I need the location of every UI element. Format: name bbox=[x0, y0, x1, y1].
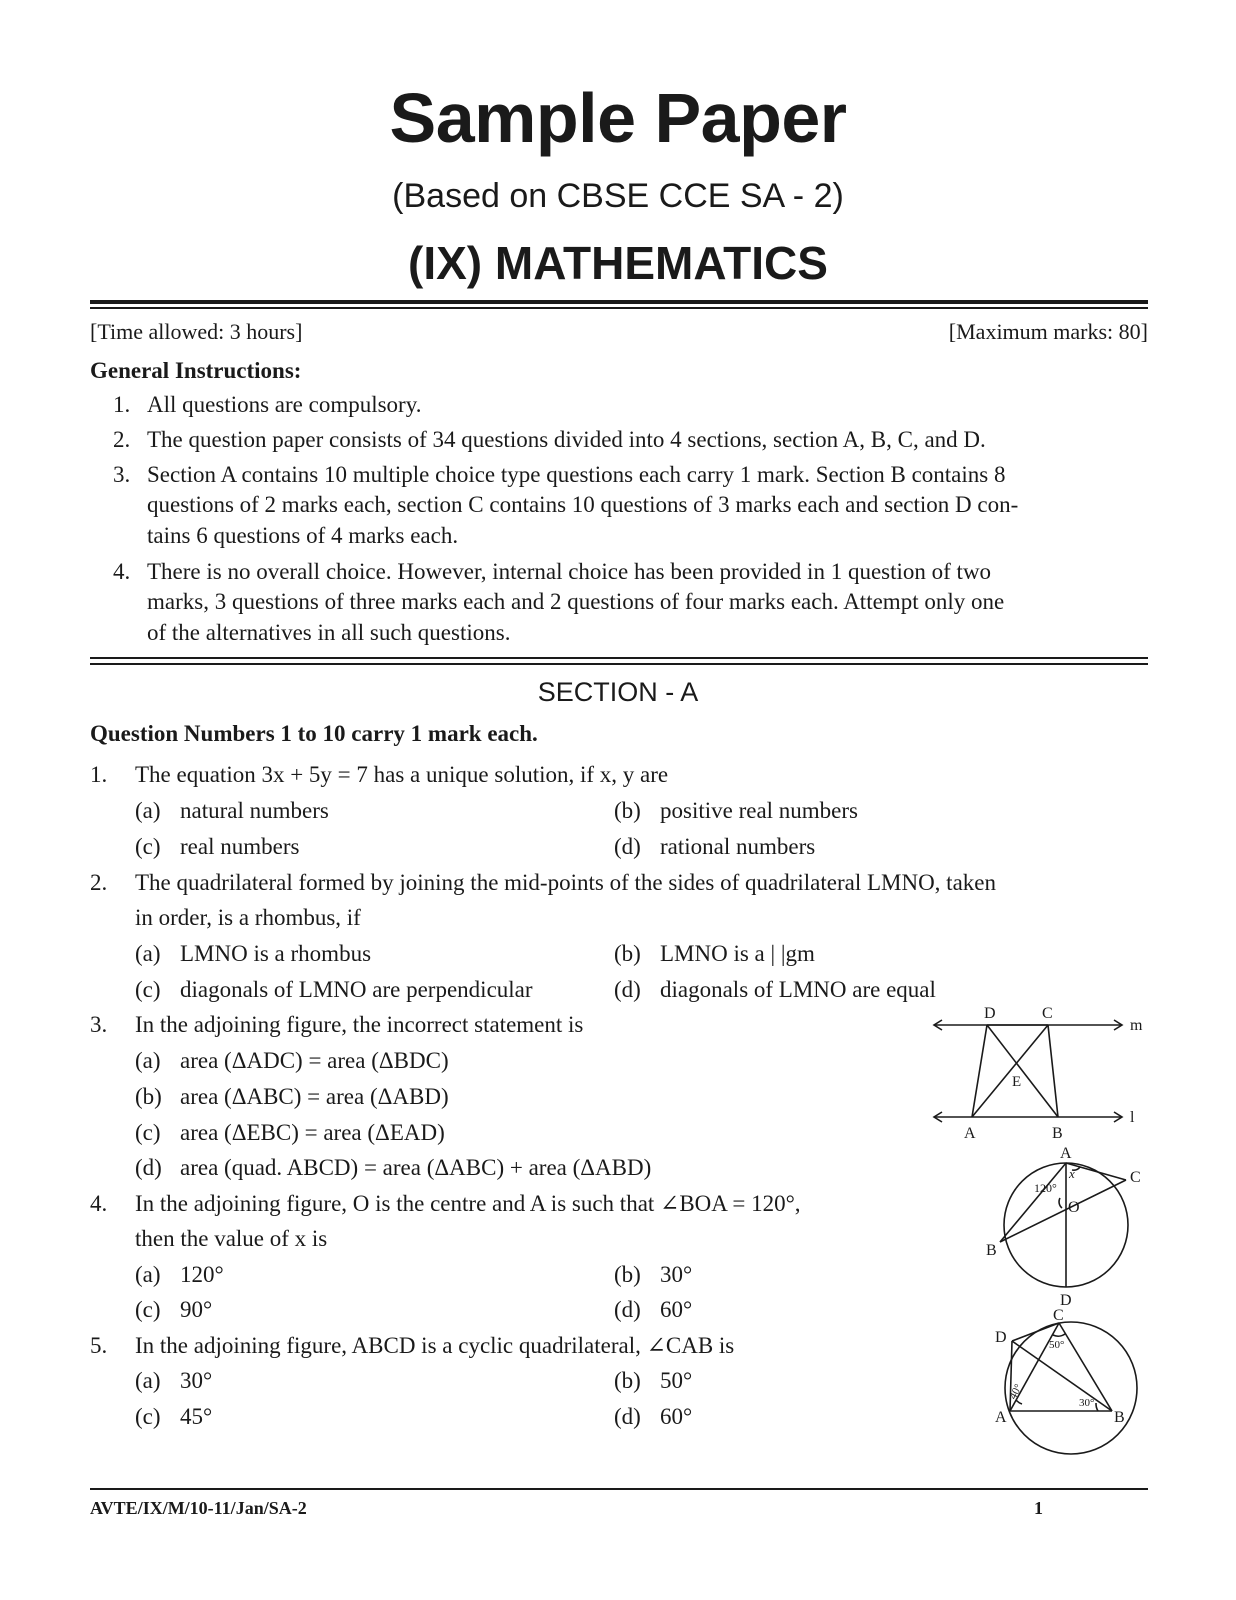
fig4-label-x: x bbox=[1069, 1166, 1075, 1181]
option-label: (a) bbox=[135, 798, 161, 823]
fig5-label-a: A bbox=[995, 1409, 1007, 1426]
option-label: (d) bbox=[614, 1297, 641, 1322]
fig5-label-b: B bbox=[1114, 1409, 1125, 1426]
question-number: 3. bbox=[90, 1012, 108, 1037]
question-text: The equation 3x + 5y = 7 has a unique solution, if x, y are bbox=[135, 762, 669, 787]
option-text: LMNO is a | |gm bbox=[660, 941, 815, 966]
instruction-text: questions of 2 marks each, section C contains 10 questions of 3 marks each and section D con- bbox=[147, 492, 1019, 517]
option-text: positive real numbers bbox=[660, 798, 859, 823]
question-number: 5. bbox=[90, 1333, 108, 1358]
header-rule-thick bbox=[90, 300, 1148, 304]
question-text: In the adjoining figure, the incorrect statement is bbox=[135, 1012, 584, 1037]
instruction-number: 1. bbox=[113, 392, 131, 417]
fig4-angle-120: 120° bbox=[1034, 1181, 1057, 1195]
footer-code: AVTE/IX/M/10-11/Jan/SA-2 bbox=[90, 1498, 307, 1518]
instruction-text: of the alternatives in all such questions. bbox=[147, 620, 511, 645]
option-label: (b) bbox=[614, 941, 641, 966]
option-text: 120° bbox=[180, 1262, 224, 1287]
question-text: In the adjoining figure, ABCD is a cyclic quadrilateral, ∠CAB is bbox=[135, 1333, 735, 1358]
option-label: (a) bbox=[135, 941, 161, 966]
section-note: Question Numbers 1 to 10 carry 1 mark each. bbox=[90, 721, 538, 746]
option-label: (c) bbox=[135, 1120, 161, 1145]
header-rule-thin bbox=[90, 307, 1148, 309]
question-text: then the value of x is bbox=[135, 1226, 328, 1251]
instruction-number: 2. bbox=[113, 427, 131, 452]
fig3-label-l: l bbox=[1130, 1109, 1135, 1126]
page-number: 1 bbox=[1034, 1498, 1043, 1518]
option-label: (b) bbox=[614, 1368, 641, 1393]
fig4-label-o: O bbox=[1068, 1199, 1080, 1216]
option-label: (d) bbox=[135, 1155, 162, 1180]
option-text: real numbers bbox=[180, 834, 300, 859]
fig3-label-d: D bbox=[984, 1005, 996, 1022]
instruction-text: There is no overall choice. However, internal choice has been provided in 1 question of two bbox=[147, 559, 992, 584]
option-label: (a) bbox=[135, 1368, 161, 1393]
section-title: SECTION - A bbox=[537, 677, 699, 707]
option-label: (d) bbox=[614, 1404, 641, 1429]
section-rule-bottom bbox=[90, 663, 1148, 665]
option-text: 30° bbox=[660, 1262, 693, 1287]
instruction-text: The question paper consists of 34 questions divided into 4 sections, section A, B, C, and D. bbox=[147, 427, 986, 452]
paper-subtitle: (Based on CBSE CCE SA - 2) bbox=[392, 177, 844, 215]
option-label: (c) bbox=[135, 1404, 161, 1429]
fig5-angle-50: 50° bbox=[1049, 1339, 1065, 1351]
fig4-label-c: C bbox=[1130, 1169, 1141, 1186]
fig4-label-a: A bbox=[1060, 1145, 1072, 1162]
fig5-label-d: D bbox=[995, 1329, 1007, 1346]
fig3-label-m: m bbox=[1130, 1017, 1143, 1034]
option-text: area (quad. ABCD) = area (ΔABC) + area (ΔABD) bbox=[180, 1155, 652, 1180]
option-text: 60° bbox=[660, 1297, 693, 1322]
option-text: area (ΔABC) = area (ΔABD) bbox=[180, 1084, 449, 1109]
fig5-angle-30: 30° bbox=[1079, 1397, 1095, 1409]
instruction-number: 3. bbox=[113, 462, 131, 487]
option-text: LMNO is a rhombus bbox=[180, 941, 372, 966]
option-label: (b) bbox=[135, 1084, 162, 1109]
question-number: 4. bbox=[90, 1191, 108, 1216]
option-text: rational numbers bbox=[660, 834, 816, 859]
fig3-label-e: E bbox=[1012, 1074, 1022, 1090]
option-text: diagonals of LMNO are perpendicular bbox=[180, 977, 533, 1002]
fig5-label-c: C bbox=[1053, 1308, 1064, 1324]
instruction-text: marks, 3 questions of three marks each and 2 questions of four marks each. Attempt only one bbox=[147, 589, 1005, 614]
instruction-text: All questions are compulsory. bbox=[147, 392, 422, 417]
figure-q4-circle bbox=[980, 1140, 1150, 1310]
fig3-label-a: A bbox=[964, 1125, 976, 1140]
option-text: natural numbers bbox=[180, 798, 329, 823]
option-text: area (ΔADC) = area (ΔBDC) bbox=[180, 1048, 449, 1073]
figure-q5-cyclic-quadrilateral bbox=[995, 1308, 1160, 1458]
option-label: (d) bbox=[614, 977, 641, 1002]
question-number: 1. bbox=[90, 762, 108, 787]
option-text: 90° bbox=[180, 1297, 213, 1322]
fig5-angle-40: 40° bbox=[1007, 1382, 1025, 1402]
option-label: (b) bbox=[614, 1262, 641, 1287]
option-text: 60° bbox=[660, 1404, 693, 1429]
fig3-label-b: B bbox=[1052, 1125, 1063, 1140]
fig4-label-b: B bbox=[986, 1242, 997, 1259]
question-text: The quadrilateral formed by joining the mid-points of the sides of quadrilateral LMNO, taken bbox=[135, 870, 996, 895]
option-label: (d) bbox=[614, 834, 641, 859]
question-number: 2. bbox=[90, 870, 108, 895]
instruction-number: 4. bbox=[113, 559, 131, 584]
option-label: (a) bbox=[135, 1262, 161, 1287]
option-text: 50° bbox=[660, 1368, 693, 1393]
time-allowed: [Time allowed: 3 hours] bbox=[90, 319, 303, 344]
figure-q3-parallel-lines bbox=[930, 1000, 1150, 1140]
instruction-text: tains 6 questions of 4 marks each. bbox=[147, 523, 459, 548]
footer-rule bbox=[90, 1488, 1148, 1490]
fig3-label-c: C bbox=[1042, 1005, 1053, 1022]
option-text: 45° bbox=[180, 1404, 213, 1429]
option-label: (c) bbox=[135, 1297, 161, 1322]
fig4-label-d: D bbox=[1060, 1292, 1072, 1309]
paper-title: Sample Paper bbox=[389, 79, 847, 157]
option-label: (b) bbox=[614, 798, 641, 823]
section-rule-top bbox=[90, 657, 1148, 659]
instructions-heading: General Instructions: bbox=[90, 358, 302, 383]
question-text: in order, is a rhombus, if bbox=[135, 905, 361, 930]
maximum-marks: [Maximum marks: 80] bbox=[948, 319, 1148, 344]
instruction-text: Section A contains 10 multiple choice type questions each carry 1 mark. Section B contains 8 bbox=[147, 462, 1006, 487]
option-text: 30° bbox=[180, 1368, 213, 1393]
option-label: (c) bbox=[135, 977, 161, 1002]
option-label: (c) bbox=[135, 834, 161, 859]
option-label: (a) bbox=[135, 1048, 161, 1073]
option-text: diagonals of LMNO are equal bbox=[660, 977, 936, 1002]
question-text: In the adjoining figure, O is the centre and A is such that ∠BOA = 120°, bbox=[135, 1191, 801, 1216]
option-text: area (ΔEBC) = area (ΔEAD) bbox=[180, 1120, 445, 1145]
paper-subject: (IX) MATHEMATICS bbox=[408, 237, 828, 289]
